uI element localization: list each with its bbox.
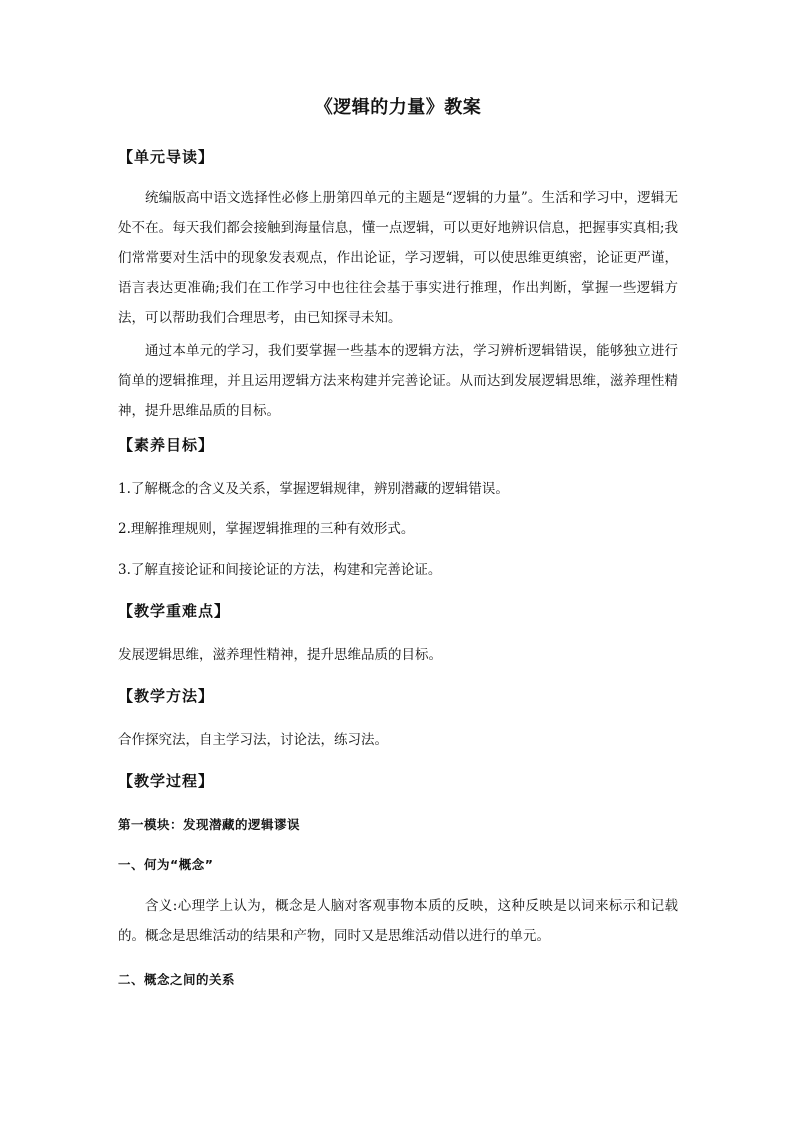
section-heading-intro: 【单元导读】 [118,148,215,166]
subheading-concept-relations: 二、概念之间的关系 [118,972,236,987]
document-title: 《逻辑的力量》教案 [314,97,482,118]
goal-item-3: 3.了解直接论证和间接论证的方法，构建和完善论证。 [118,562,442,578]
section-heading-methods: 【教学方法】 [118,687,215,705]
intro-paragraph-2: 通过本单元的学习，我们要掌握一些基本的逻辑方法，学习辨析逻辑错误，能够独立进行简单的逻辑推理，并且运用逻辑方法来构建并完善论证。从而达到发展逻辑思维，滋养理性精神，提升思维品质的目标。 [118,343,678,419]
goal-item-1: 1.了解概念的含义及关系，掌握逻辑规律，辨别潜藏的逻辑错误。 [118,481,509,497]
key-points-text: 发展逻辑思维，滋养理性精神，提升思维品质的目标。 [118,647,442,663]
module-heading: 第一模块：发现潜藏的逻辑谬误 [118,817,301,832]
intro-paragraph-1: 统编版高中语文选择性必修上册第四单元的主题是“逻辑的力量”。生活和学习中，逻辑无处不在。每天我们都会接触到海量信息，懂一点逻辑，可以更好地辨识信息，把握事实真相;我们常常要对生活中的现象发表观点，作出论证，学习逻辑，可以使思维更缜密，论证更严谨，语言表达更准确;我们在工作学习中也往往会基于事实进行推理，作出判断，掌握一些逻辑方法，可以帮助我们合理思考，由已知探寻未知。 [118,190,678,326]
section-heading-goals: 【素养目标】 [118,436,215,454]
section-heading-key-points: 【教学重难点】 [118,602,231,620]
concept-paragraph: 含义:心理学上认为，概念是人脑对客观事物本质的反映，这种反映是以词来标示和记载的。概念是思维活动的结果和产物，同时又是思维活动借以进行的单元。 [118,898,678,944]
methods-text: 合作探究法，自主学习法，讨论法，练习法。 [118,732,388,748]
subheading-concept: 一、何为“概念” [118,857,214,872]
section-heading-process: 【教学过程】 [118,772,215,790]
goal-item-2: 2.理解推理规则，掌握逻辑推理的三种有效形式。 [118,521,415,537]
